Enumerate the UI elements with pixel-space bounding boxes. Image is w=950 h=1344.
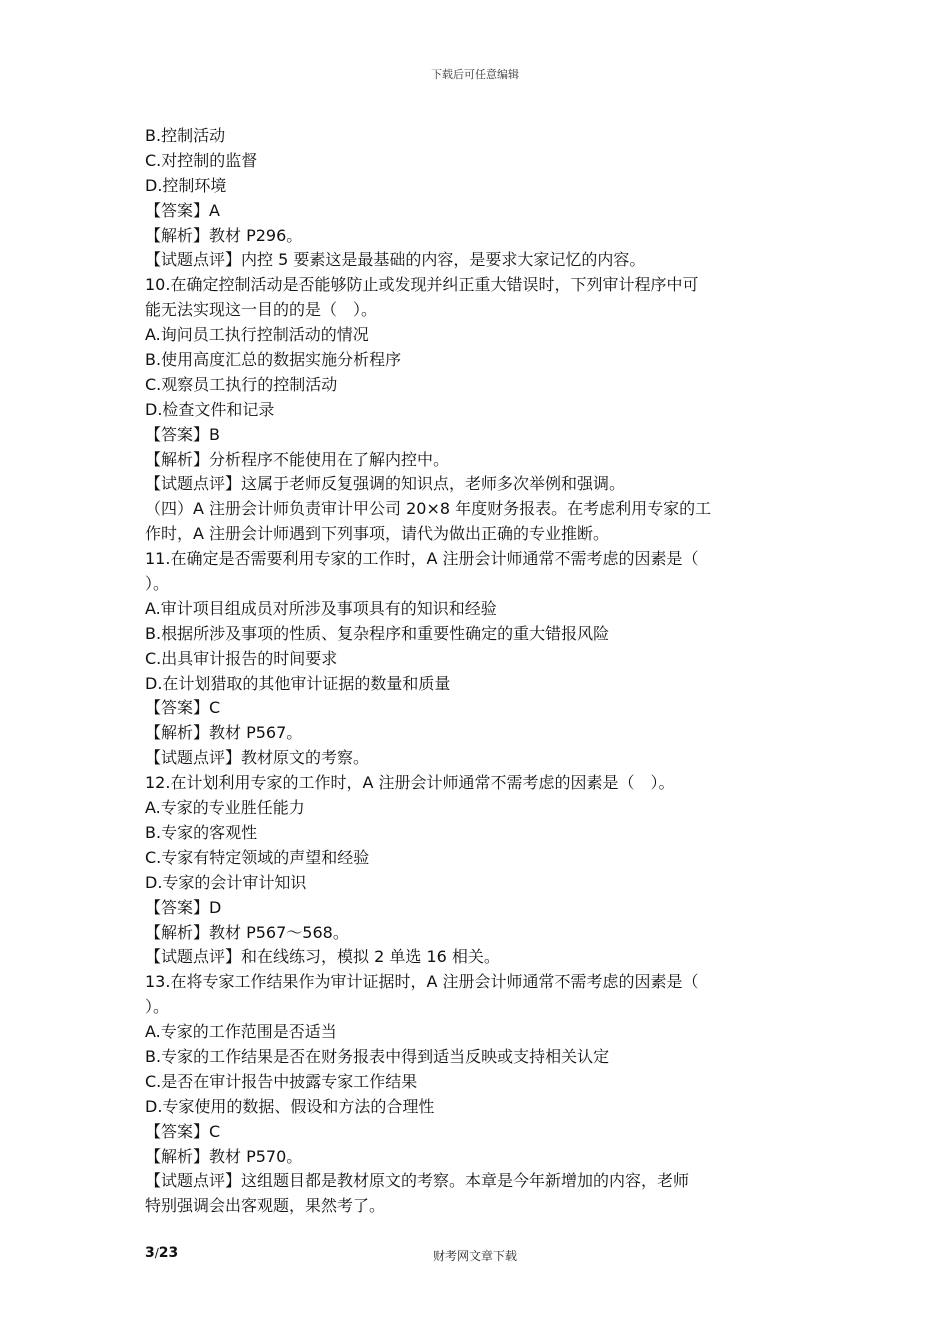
text-line: 【解析】教材 P296。: [145, 225, 303, 245]
text-line: 13.在将专家工作结果作为审计证据时，A 注册会计师通常不需考虑的因素是（: [145, 972, 699, 992]
text-line: 【答案】C: [145, 698, 221, 718]
text-line: 【答案】C: [145, 1121, 221, 1141]
text-line: A.审计项目组成员对所涉及事项具有的知识和经验: [145, 598, 497, 618]
text-line: ）。: [145, 574, 170, 594]
text-line: 【试题点评】这组题目都是教材原文的考察。本章是今年新增加的内容，老师: [145, 1171, 690, 1191]
text-line: 【解析】分析程序不能使用在了解内控中。: [145, 449, 450, 469]
text-line: ）。: [145, 997, 170, 1017]
text-line: A.专家的工作范围是否适当: [145, 1022, 337, 1042]
text-line: 【答案】A: [145, 200, 220, 220]
text-line: 12.在计划利用专家的工作时，A 注册会计师通常不需考虑的因素是（ ）。: [145, 773, 675, 793]
text-line: D.专家使用的数据、假设和方法的合理性: [145, 1096, 435, 1116]
text-line: C.是否在审计报告中披露专家工作结果: [145, 1071, 418, 1091]
text-line: C.出具审计报告的时间要求: [145, 648, 338, 668]
text-line: 【解析】教材 P567～568。: [145, 922, 349, 942]
text-line: B.专家的客观性: [145, 822, 258, 842]
text-line: A.询问员工执行控制活动的情况: [145, 325, 369, 345]
text-line: C.专家有特定领域的声望和经验: [145, 847, 370, 867]
text-line: B.控制活动: [145, 126, 226, 145]
text-line: 【答案】B: [145, 424, 220, 444]
page-separator: /: [154, 1246, 159, 1260]
text-line: B.根据所涉及事项的性质、复杂程序和重要性确定的重大错报风险: [145, 623, 610, 643]
text-line: D.检查文件和记录: [145, 399, 275, 419]
page-total: 23: [158, 1245, 179, 1261]
text-line: 11.在确定是否需要利用专家的工作时，A 注册会计师通常不需考虑的因素是（: [145, 549, 699, 569]
text-line: 【解析】教材 P570。: [145, 1146, 303, 1166]
page-footer: [0, 1245, 950, 1265]
text-line: 【试题点评】教材原文的考察。: [145, 748, 370, 768]
text-line: B.专家的工作结果是否在财务报表中得到适当反映或支持相关认定: [145, 1046, 610, 1066]
text-line: C.对控制的监督: [145, 150, 258, 170]
text-line: 【试题点评】内控 5 要素这是最基础的内容，是要求大家记忆的内容。: [145, 250, 646, 270]
page-current: 3: [145, 1245, 155, 1261]
text-line: （四）A 注册会计师负责审计甲公司 20×8 年度财务报表。在考虑利用专家的工: [145, 499, 712, 519]
text-line: 特别强调会出客观题，果然考了。: [145, 1196, 386, 1216]
text-line: 能无法实现这一目的的是（ ）。: [145, 300, 378, 320]
text-line: D.专家的会计审计知识: [145, 872, 307, 892]
text-line: B.使用高度汇总的数据实施分析程序: [145, 350, 402, 370]
text-line: 10.在确定控制活动是否能够防止或发现并纠正重大错误时，下列审计程序中可: [145, 275, 699, 295]
text-line: 【试题点评】这属于老师反复强调的知识点，老师多次举例和强调。: [145, 474, 626, 494]
text-line: 【解析】教材 P567。: [145, 723, 303, 743]
text-line: 作时，A 注册会计师遇到下列事项，请代为做出正确的专业推断。: [145, 524, 610, 544]
text-line: D.在计划猎取的其他审计证据的数量和质量: [145, 673, 451, 693]
text-line: D.控制环境: [145, 175, 227, 195]
text-line: A.专家的专业胜任能力: [145, 798, 305, 818]
text-line: C.观察员工执行的控制活动: [145, 374, 338, 394]
text-line: 【试题点评】和在线练习，模拟 2 单选 16 相关。: [145, 947, 500, 967]
footer-text: 财考网文章下载: [432, 1249, 517, 1263]
text-line: 【答案】D: [145, 897, 222, 917]
page-header: 下载后可任意编辑: [431, 68, 519, 81]
document-body: [145, 124, 810, 1219]
